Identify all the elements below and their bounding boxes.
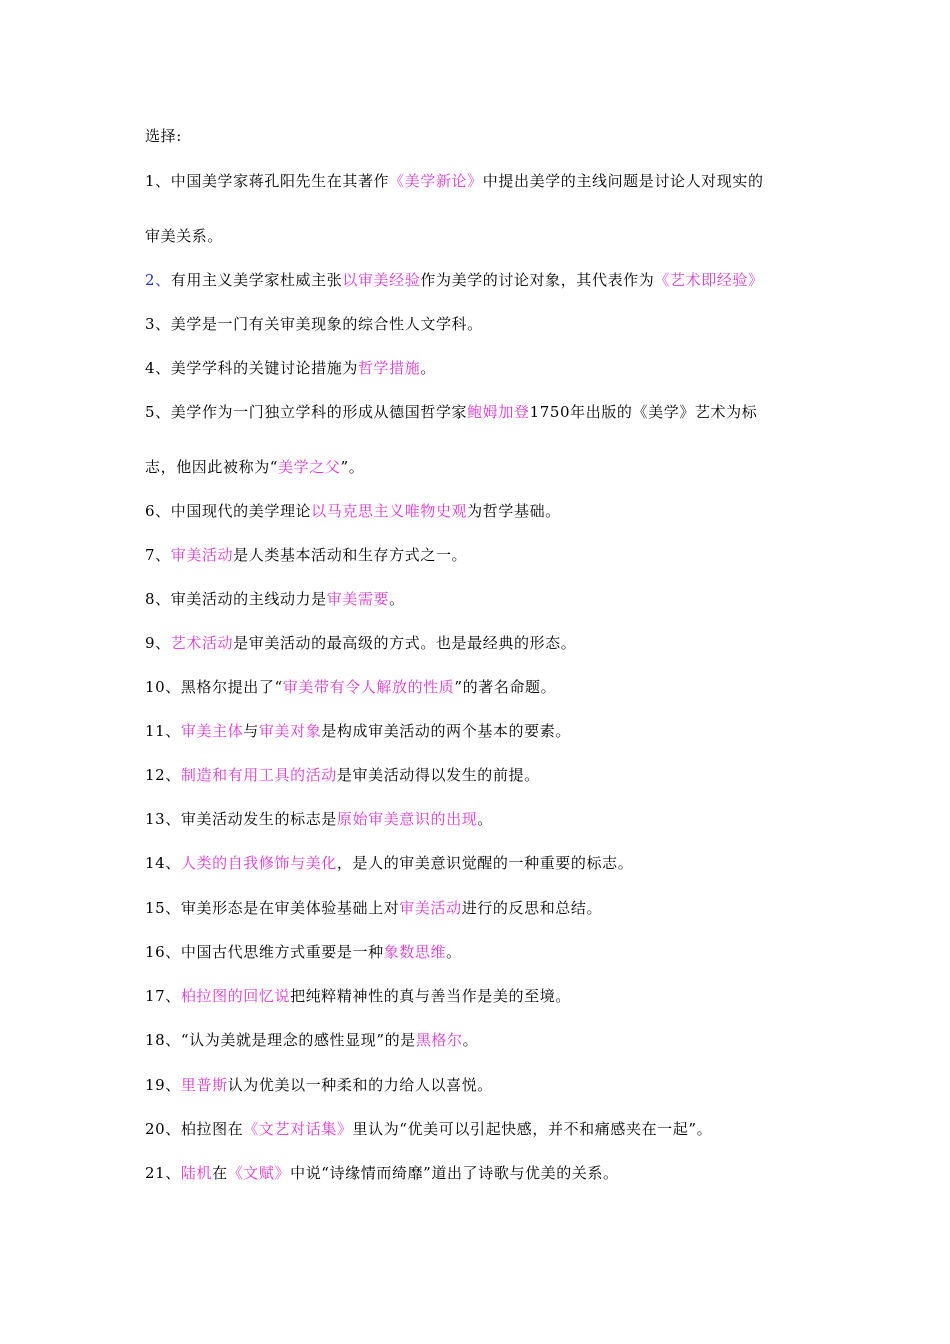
question-text: 在 [212, 1164, 228, 1182]
question-text: ”的著名命题。 [454, 678, 557, 696]
question-text: 。 [477, 810, 493, 828]
question-text: 17、 [145, 987, 181, 1005]
question-text: 认为优美以一种柔和的力给人以喜悦。 [227, 1076, 493, 1094]
question-line [145, 1075, 493, 1095]
highlighted-answer: 以马克思主义唯物史观 [311, 502, 468, 520]
question-line [145, 358, 436, 378]
highlighted-answer: 以审美经验 [342, 271, 421, 289]
question-text: 11、 [145, 722, 181, 740]
question-line [145, 677, 556, 697]
highlighted-answer: 里普斯 [180, 1076, 228, 1094]
question-text: 是构成审美活动的两个基本的要素。 [321, 722, 571, 740]
question-line [145, 314, 483, 334]
highlighted-answer: 陆机 [180, 1164, 213, 1182]
question-line [145, 986, 571, 1006]
question-line [145, 171, 764, 191]
question-text: 是人类基本活动和生存方式之一。 [233, 546, 468, 564]
highlighted-answer: 人类的自我修饰与美化 [180, 854, 337, 872]
question-line [145, 501, 561, 521]
question-text: 16、中国古代思维方式重要是一种 [145, 943, 384, 961]
question-line [145, 942, 462, 962]
question-text: 10、黑格尔提出了“ [145, 678, 283, 696]
question-text: 4、美学学科的关键讨论措施为 [145, 359, 358, 377]
question-text: 7、 [145, 546, 171, 564]
question-text: 。 [446, 943, 462, 961]
highlighted-answer: 鲍姆加登 [467, 403, 530, 421]
question-text: 6、中国现代的美学理论 [145, 502, 312, 520]
question-line [145, 589, 405, 609]
question-line [145, 633, 576, 653]
question-text: 8、审美活动的主线动力是 [145, 590, 327, 608]
highlighted-answer: 《美学新论》 [389, 172, 483, 190]
question-text: 19、 [145, 1076, 181, 1094]
question-text: 12、 [145, 766, 181, 784]
question-text: 作为美学的讨论对象，其代表作为 [420, 271, 655, 289]
question-text: 志，他因此被称为“ [145, 458, 279, 476]
question-line [145, 402, 757, 422]
question-text: 进行的反思和总结。 [461, 899, 603, 917]
highlighted-answer: 审美对象 [258, 722, 322, 740]
highlighted-answer: 柏拉图的回忆说 [180, 987, 291, 1005]
question-line [145, 457, 364, 477]
highlighted-answer: 审美需要 [326, 590, 390, 608]
question-text: 21、 [145, 1164, 181, 1182]
highlighted-answer: 象数思维 [383, 943, 447, 961]
highlighted-answer: 制造和有用工具的活动 [180, 766, 337, 784]
highlighted-answer: 原始审美意识的出现 [336, 810, 478, 828]
highlighted-answer: 黑格尔 [415, 1031, 463, 1049]
question-text: 与 [243, 722, 259, 740]
question-text: 1、中国美学家蒋孔阳先生在其著作 [145, 172, 390, 190]
question-line [145, 1119, 712, 1139]
highlighted-answer: 哲学措施 [357, 359, 421, 377]
question-text: 为哲学基础。 [467, 502, 561, 520]
question-text: 5、美学作为一门独立学科的形成从德国哲学家 [145, 403, 468, 421]
question-text: ”。 [340, 458, 365, 476]
question-text: 1750年出版的《美学》艺术为标 [529, 403, 758, 421]
question-text: 有用主义美学家杜威主张 [170, 271, 343, 289]
question-text: 14、 [145, 854, 181, 872]
question-text: 中提出美学的主线问题是讨论人对现实的 [482, 172, 764, 190]
question-text: 是审美活动的最高级的方式。也是最经典的形态。 [233, 634, 577, 652]
question-text: 审美关系。 [145, 227, 224, 245]
question-line [145, 270, 764, 290]
question-text: ，是人的审美意识觉醒的一种重要的标志。 [336, 854, 634, 872]
question-text: 中说“诗缘情而绮靡”道出了诗歌与优美的关系。 [290, 1164, 619, 1182]
question-text: 3、美学是一门有关审美现象的综合性人文学科。 [145, 315, 483, 333]
highlighted-answer: 审美主体 [180, 722, 244, 740]
question-text: 把纯粹精神性的真与善当作是美的至境。 [290, 987, 571, 1005]
question-text: 18、“认为美就是理念的感性显现”的是 [145, 1031, 416, 1049]
question-line [145, 898, 602, 918]
highlighted-answer: 艺术活动 [170, 634, 234, 652]
question-line [145, 545, 467, 565]
question-text: 。 [389, 590, 405, 608]
question-line [145, 226, 223, 246]
highlighted-answer: 《文赋》 [227, 1164, 291, 1182]
question-text: 里认为“优美可以引起快感，并不和痛感夹在一起”。 [352, 1120, 713, 1138]
highlighted-answer: 美学之父 [278, 458, 341, 476]
question-line [145, 721, 571, 741]
section-heading: 选择: [145, 127, 182, 145]
question-line [145, 853, 633, 873]
question-text: 20、柏拉图在 [145, 1120, 244, 1138]
question-text: 是审美活动得以发生的前提。 [336, 766, 540, 784]
question-text: 9、 [145, 634, 171, 652]
question-line [145, 765, 540, 785]
question-text: 2、 [145, 271, 171, 289]
question-text: 13、审美活动发生的标志是 [145, 810, 337, 828]
question-text: 。 [462, 1031, 479, 1049]
highlighted-answer: 审美带有令人解放的性质 [282, 678, 455, 696]
question-text: 15、审美形态是在审美体验基础上对 [145, 899, 400, 917]
question-line [145, 1163, 619, 1183]
question-text: 。 [420, 359, 436, 377]
question-line [145, 1030, 478, 1050]
highlighted-answer: 审美活动 [170, 546, 234, 564]
highlighted-answer: 审美活动 [399, 899, 462, 917]
highlighted-answer: 《艺术即经验》 [654, 271, 764, 289]
highlighted-answer: 《文艺对话集》 [243, 1120, 353, 1138]
question-line [145, 809, 493, 829]
